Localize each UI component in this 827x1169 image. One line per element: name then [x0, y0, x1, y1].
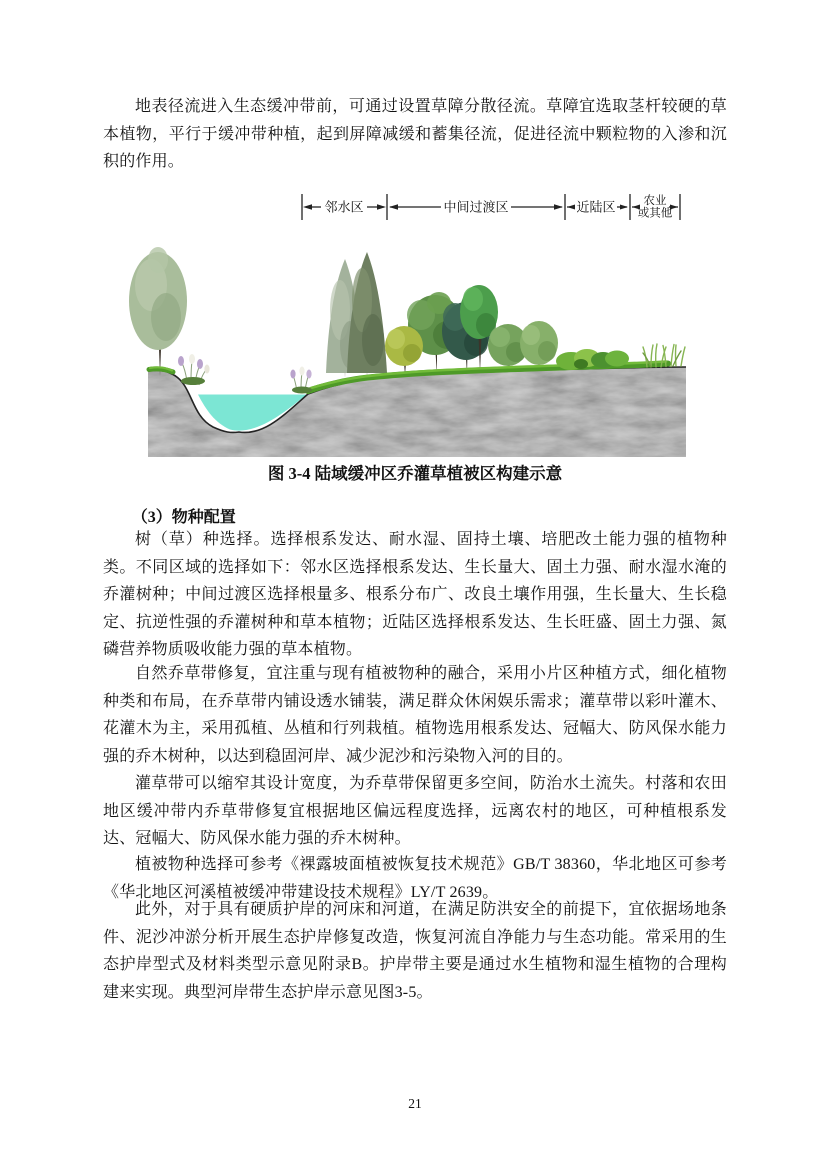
arrow-right-icon [620, 205, 628, 210]
zone-ruler [302, 193, 680, 220]
arrow-right-icon [554, 204, 563, 210]
arrow-left-icon [389, 204, 398, 210]
paragraph-shrub-grass-belt: 灌草带可以缩窄其设计宽度，为乔草带保留更多空间，防治水土流失。村落和农田地区缓冲带内乔草带修复宜根据地区偏远程度选择，远离农村的地区，可种植根系发达、冠幅大、防风保水能力强的乔木树种。 [103, 775, 727, 847]
paragraph-hard-revetment: 此外，对于具有硬质护岸的河床和河道，在满足防洪安全的前提下，宜依据场地条件、泥沙冲淤分析开展生态护岸修复改造，恢复河流自净能力与生态功能。常采用的生态护岸型式及材料类型示意见附录B。护岸带主要是通过水生植物和湿生植物的合理构建来实现。典型河岸带生态护岸示意见图3-5。 [103, 901, 727, 1001]
figure-caption: 图 3-4 陆域缓冲区乔灌草植被区构建示意 [267, 464, 563, 483]
zone-label-near-land: 近陆区 [576, 199, 616, 215]
zone-label-middle-transition: 中间过渡区 [443, 199, 509, 215]
flowering-plants-illustration [290, 367, 312, 394]
vegetation-zone-figure [103, 185, 727, 465]
buffer-zone-cross-section-illustration [103, 185, 727, 465]
zone-label-agriculture-line2: 或其他 [637, 207, 673, 220]
zone-label-near-water: 邻水区 [324, 199, 364, 215]
arrow-left-icon [567, 205, 575, 210]
arrow-left-icon [303, 204, 312, 210]
paragraph-standards-reference: 植被物种选择可参考《裸露坡面植被恢复技术规范》GB/T 38360，华北地区可参考《华北地区河溪植被缓冲带建设技术规程》LY/T 2639。 [103, 856, 727, 901]
zone-label-agriculture-line1: 农业 [643, 195, 667, 207]
paragraph-runoff-intro: 地表径流进入生态缓冲带前，可通过设置草障分散径流。草障宜选取茎杆较硬的草本植物，平行于缓冲带种植，起到屏障减缓和蓄集径流，促进径流中颗粒物的入渗和沉积的作用。 [103, 98, 727, 170]
arrow-right-icon [377, 204, 386, 210]
paragraph-species-selection: 树（草）种选择。选择根系发达、耐水湿、固持土壤、培肥改土能力强的植物种类。不同区域的选择如下：邻水区选择根系发达、生长量大、固土力强、耐水湿水淹的乔灌树种；中间过渡区选择根量多、根系分布广、改良土壤作用强，生长量大、生长稳定、抗逆性强的乔灌树种和草本植物；近陆区选择根系发达、生长旺盛、固土力强、氮磷营养物质吸收能力强的草本植物。 [103, 531, 727, 658]
flowering-plants-illustration [178, 354, 210, 385]
tree-illustration [385, 326, 423, 375]
tree-illustration [129, 247, 187, 376]
paragraph-natural-tree-grass-belt: 自然乔草带修复，宜注重与现有植被物种的融合，采用小片区种植方式，细化植物种类和布局，在乔草带内铺设透水铺装，满足群众休闲娱乐需求；灌草带以彩叶灌木、花灌木为主，采用孤植、丛植和行列栽植。植物选用根系发达、冠幅大、防风保水能力强的乔木树种，以达到稳固河岸、减少泥沙和污染物入河的目的。 [103, 665, 727, 765]
page-number: 21 [408, 1096, 422, 1111]
section-heading-species-configuration: （3）物种配置 [131, 509, 236, 526]
tree-illustration [347, 252, 387, 377]
tree-illustration [520, 321, 558, 371]
